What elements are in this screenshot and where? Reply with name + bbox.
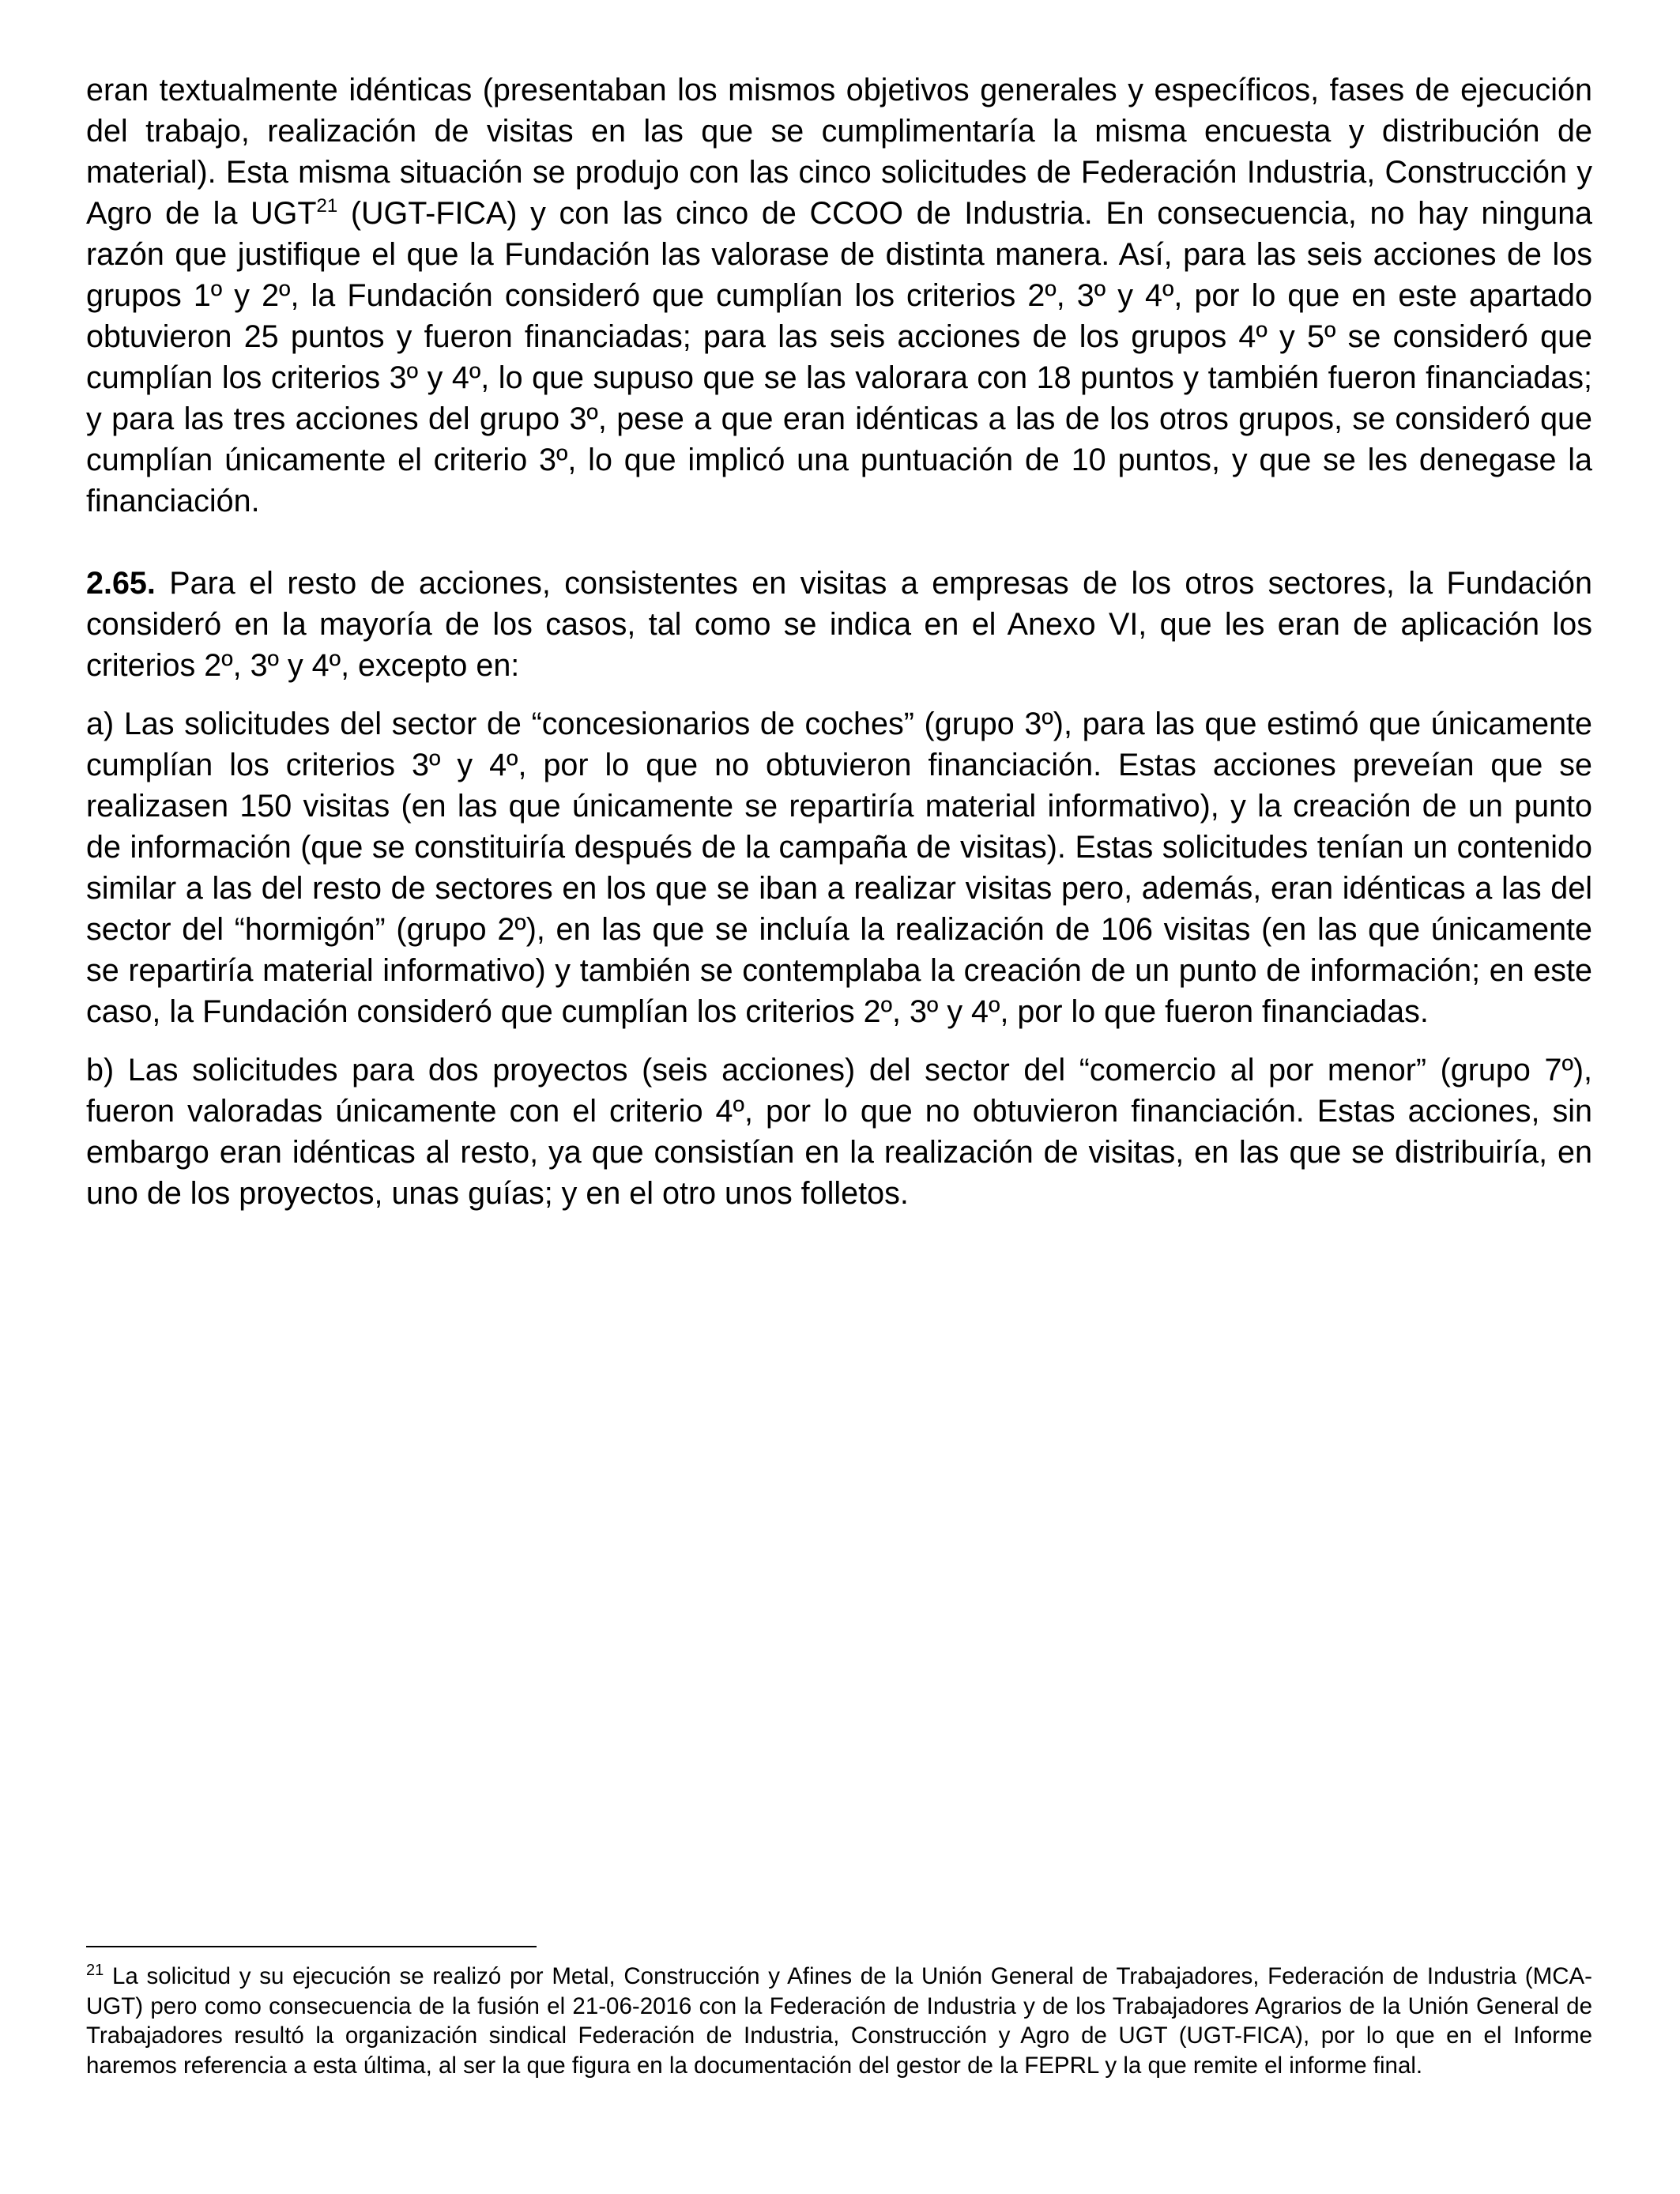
paragraph-number: 2.65. [86,566,156,601]
footnote-reference[interactable]: 21 [316,195,338,217]
paragraph-text: (UGT-FICA) y con las cinco de CCOO de Industria. En consecuencia, no hay ninguna razón que justifique el que la Fundación las valorase de distinta manera. Así, para las seis acciones de los grupos 1º y 2º, la Fundación consideró que cumplían los criterios 2º, 3º y 4º, por lo que en este apartado obtuvieron 25 puntos y fueron financiadas; para las seis acciones de los grupos 4º y 5º se consideró que cumplían los criterios 3º y 4º, lo que supuso que se las valorara con 18 puntos y también fueron financiadas; y para las tres acciones del grupo 3º, pese a que eran idénticas a las de los otros grupos, se consideró que cumplían únicamente el criterio 3º, lo que implicó una puntuación de 10 puntos, y que se les denegase la financiación. [86,196,1593,518]
list-item-b: b) Las solicitudes para dos proyectos (seis acciones) del sector del “comercio al por menor” (grupo 7º), fueron valoradas únicamente con el criterio 4º, por lo que no obtuvieron financiación. Estas acciones, sin embargo eran idénticas al resto, ya que consistían en la realización de visitas, en las que se distribuiría, en uno de los proyectos, unas guías; y en el otro unos folletos. [86,1053,1592,1211]
paragraph-text: Para el resto de acciones, consistentes en visitas a empresas de los otros sectores, la Fundación consideró en la mayoría de los casos, tal como se indica en el Anexo VI, que les eran de aplicación los criterios 2º, 3º y 4º, excepto en: [86,566,1592,683]
footnote-separator [86,1946,537,1947]
footnote [86,1962,1592,2080]
list-item-a: a) Las solicitudes del sector de “concesionarios de coches” (grupo 3º), para las que estimó que únicamente cumplían los criterios 3º y 4º, por lo que no obtuvieron financiación. Estas acciones preveían que se realizasen 150 visitas (en las que únicamente se repartiría material informativo), y la creación de un punto de información (que se constituiría después de la campaña de visitas). Estas solicitudes tenían un contenido similar a las del resto de sectores en los que se iban a realizar visitas pero, además, eran idénticas a las del sector del “hormigón” (grupo 2º), en las que se incluía la realización de 106 visitas (en las que únicamente se repartiría material informativo) y también se contemplaba la creación de un punto de información; en este caso, la Fundación consideró que cumplían los criterios 2º, 3º y 4º, por lo que fueron financiadas. [86,707,1592,1029]
paragraph-continuation [86,70,1592,522]
footnote-text: La solicitud y su ejecución se realizó por Metal, Construcción y Afines de la Unión General de Trabajadores, Federación de Industria (MCA-UGT) pero como consecuencia de la fusión el 21-06-2016 con la Federación de Industria y de los Trabajadores Agrarios de la Unión General de Trabajadores resultó la organización sindical Federación de Industria, Construcción y Agro de UGT (UGT-FICA), por lo que en el Informe haremos referencia a esta última, al ser la que figura en la documentación del gestor de la FEPRL y la que remite el informe final. [86,1963,1592,2079]
document-body [86,70,1592,1214]
footnote-marker: 21 [86,1962,104,1979]
paragraph-2-65 [86,563,1592,686]
paragraph-text: eran textualmente idénticas (presentaban los mismos objetivos generales y específicos, fases de ejecución del trabajo, realización de visitas en las que se cumplimentaría la misma encuesta y distribución de material). Esta misma situación se produjo con las cinco solicitudes de Federación Industria, Construcción y Agro de la UGT [86,73,1592,231]
